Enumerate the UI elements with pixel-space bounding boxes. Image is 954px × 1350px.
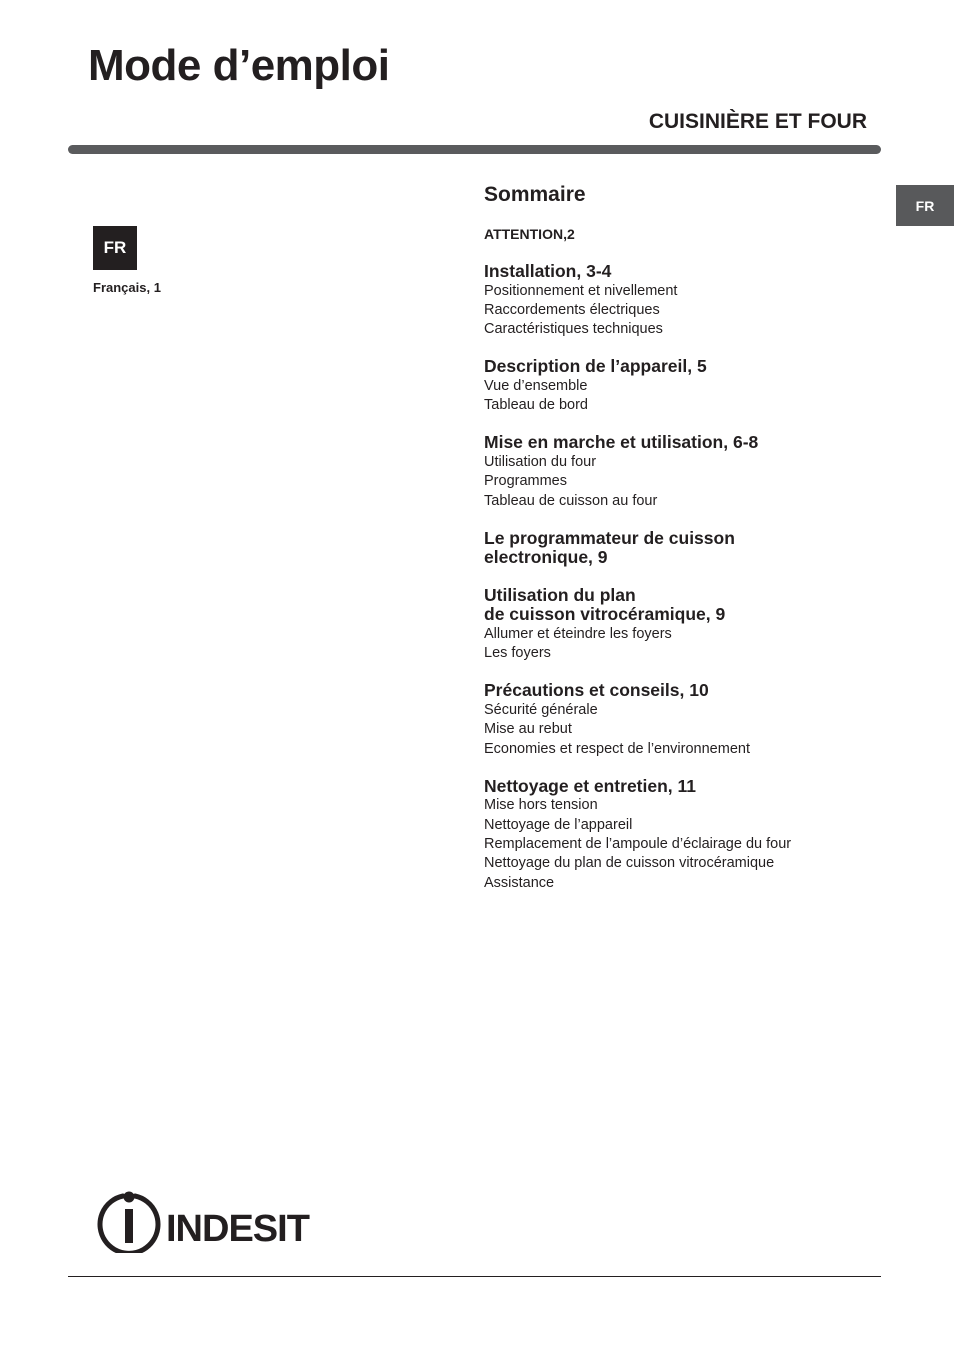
toc-section — [484, 433, 884, 510]
indesit-i-logo-icon — [100, 1192, 158, 1254]
toc-section-title[interactable]: Mise en marche et utilisation, 6-8 — [484, 432, 759, 453]
language-entry[interactable]: Français, 1 — [93, 280, 161, 295]
language-badge[interactable]: FR — [93, 226, 137, 270]
toc-item[interactable]: Vue d’ensemble — [484, 377, 588, 394]
toc-item[interactable]: Allumer et éteindre les foyers — [484, 625, 672, 642]
toc-item[interactable]: Mise hors tension — [484, 797, 598, 814]
toc-item[interactable]: Utilisation du four — [484, 453, 597, 470]
toc-item[interactable]: Programmes — [484, 473, 567, 490]
logo-wordmark: INDESIT — [166, 1208, 309, 1250]
product-subtitle: CUISINIÈRE ET FOUR — [648, 110, 867, 133]
language-side-tab[interactable]: FR — [896, 185, 954, 226]
toc-section-title[interactable]: Nettoyage et entretien, 11 — [484, 775, 697, 796]
toc-section-title[interactable]: Installation, 3-4 — [484, 261, 612, 281]
toc-section — [484, 681, 884, 758]
toc-item[interactable]: Remplacement de l’ampoule d’éclairage du four — [484, 835, 792, 852]
toc-item[interactable]: Tableau de bord — [484, 397, 588, 414]
toc-item[interactable]: Raccordements électriques — [484, 301, 660, 318]
footer-divider — [68, 1276, 881, 1277]
toc-item[interactable]: Nettoyage du plan de cuisson vitrocéramique — [484, 855, 775, 872]
toc-section — [484, 357, 884, 415]
toc-item[interactable]: Sécurité générale — [484, 701, 598, 718]
toc-sections — [484, 262, 884, 893]
toc-section — [484, 529, 884, 568]
toc-section-title[interactable]: de cuisson vitrocéramique, 9 — [484, 604, 726, 625]
toc-section-title[interactable]: Le programmateur de cuisson — [484, 527, 735, 548]
toc-item[interactable]: Tableau de cuisson au four — [484, 492, 658, 509]
document-title: Mode d’emploi — [88, 41, 390, 90]
toc-item[interactable]: Les foyers — [484, 645, 551, 662]
header-divider — [68, 145, 881, 154]
toc-attention-entry[interactable]: ATTENTION,2 — [484, 226, 575, 242]
toc-section — [484, 777, 884, 893]
toc-item[interactable]: Positionnement et nivellement — [484, 282, 678, 299]
toc-section — [484, 586, 884, 664]
table-of-contents — [484, 182, 884, 911]
toc-item[interactable]: Caractéristiques techniques — [484, 321, 663, 338]
toc-item[interactable]: Assistance — [484, 874, 555, 891]
toc-heading: Sommaire — [484, 183, 586, 206]
toc-section-title[interactable]: Description de l’appareil, 5 — [484, 356, 707, 377]
toc-item[interactable]: Nettoyage de l’appareil — [484, 816, 633, 833]
toc-item[interactable]: Economies et respect de l’environnement — [484, 740, 750, 757]
toc-section-title[interactable]: Précautions et conseils, 10 — [484, 680, 709, 701]
toc-section-title[interactable]: Utilisation du plan — [484, 584, 636, 605]
toc-section — [484, 262, 884, 339]
indesit-logo — [96, 1187, 336, 1253]
toc-item[interactable]: Mise au rebut — [484, 721, 572, 738]
toc-section-title[interactable]: electronique, 9 — [484, 547, 608, 568]
